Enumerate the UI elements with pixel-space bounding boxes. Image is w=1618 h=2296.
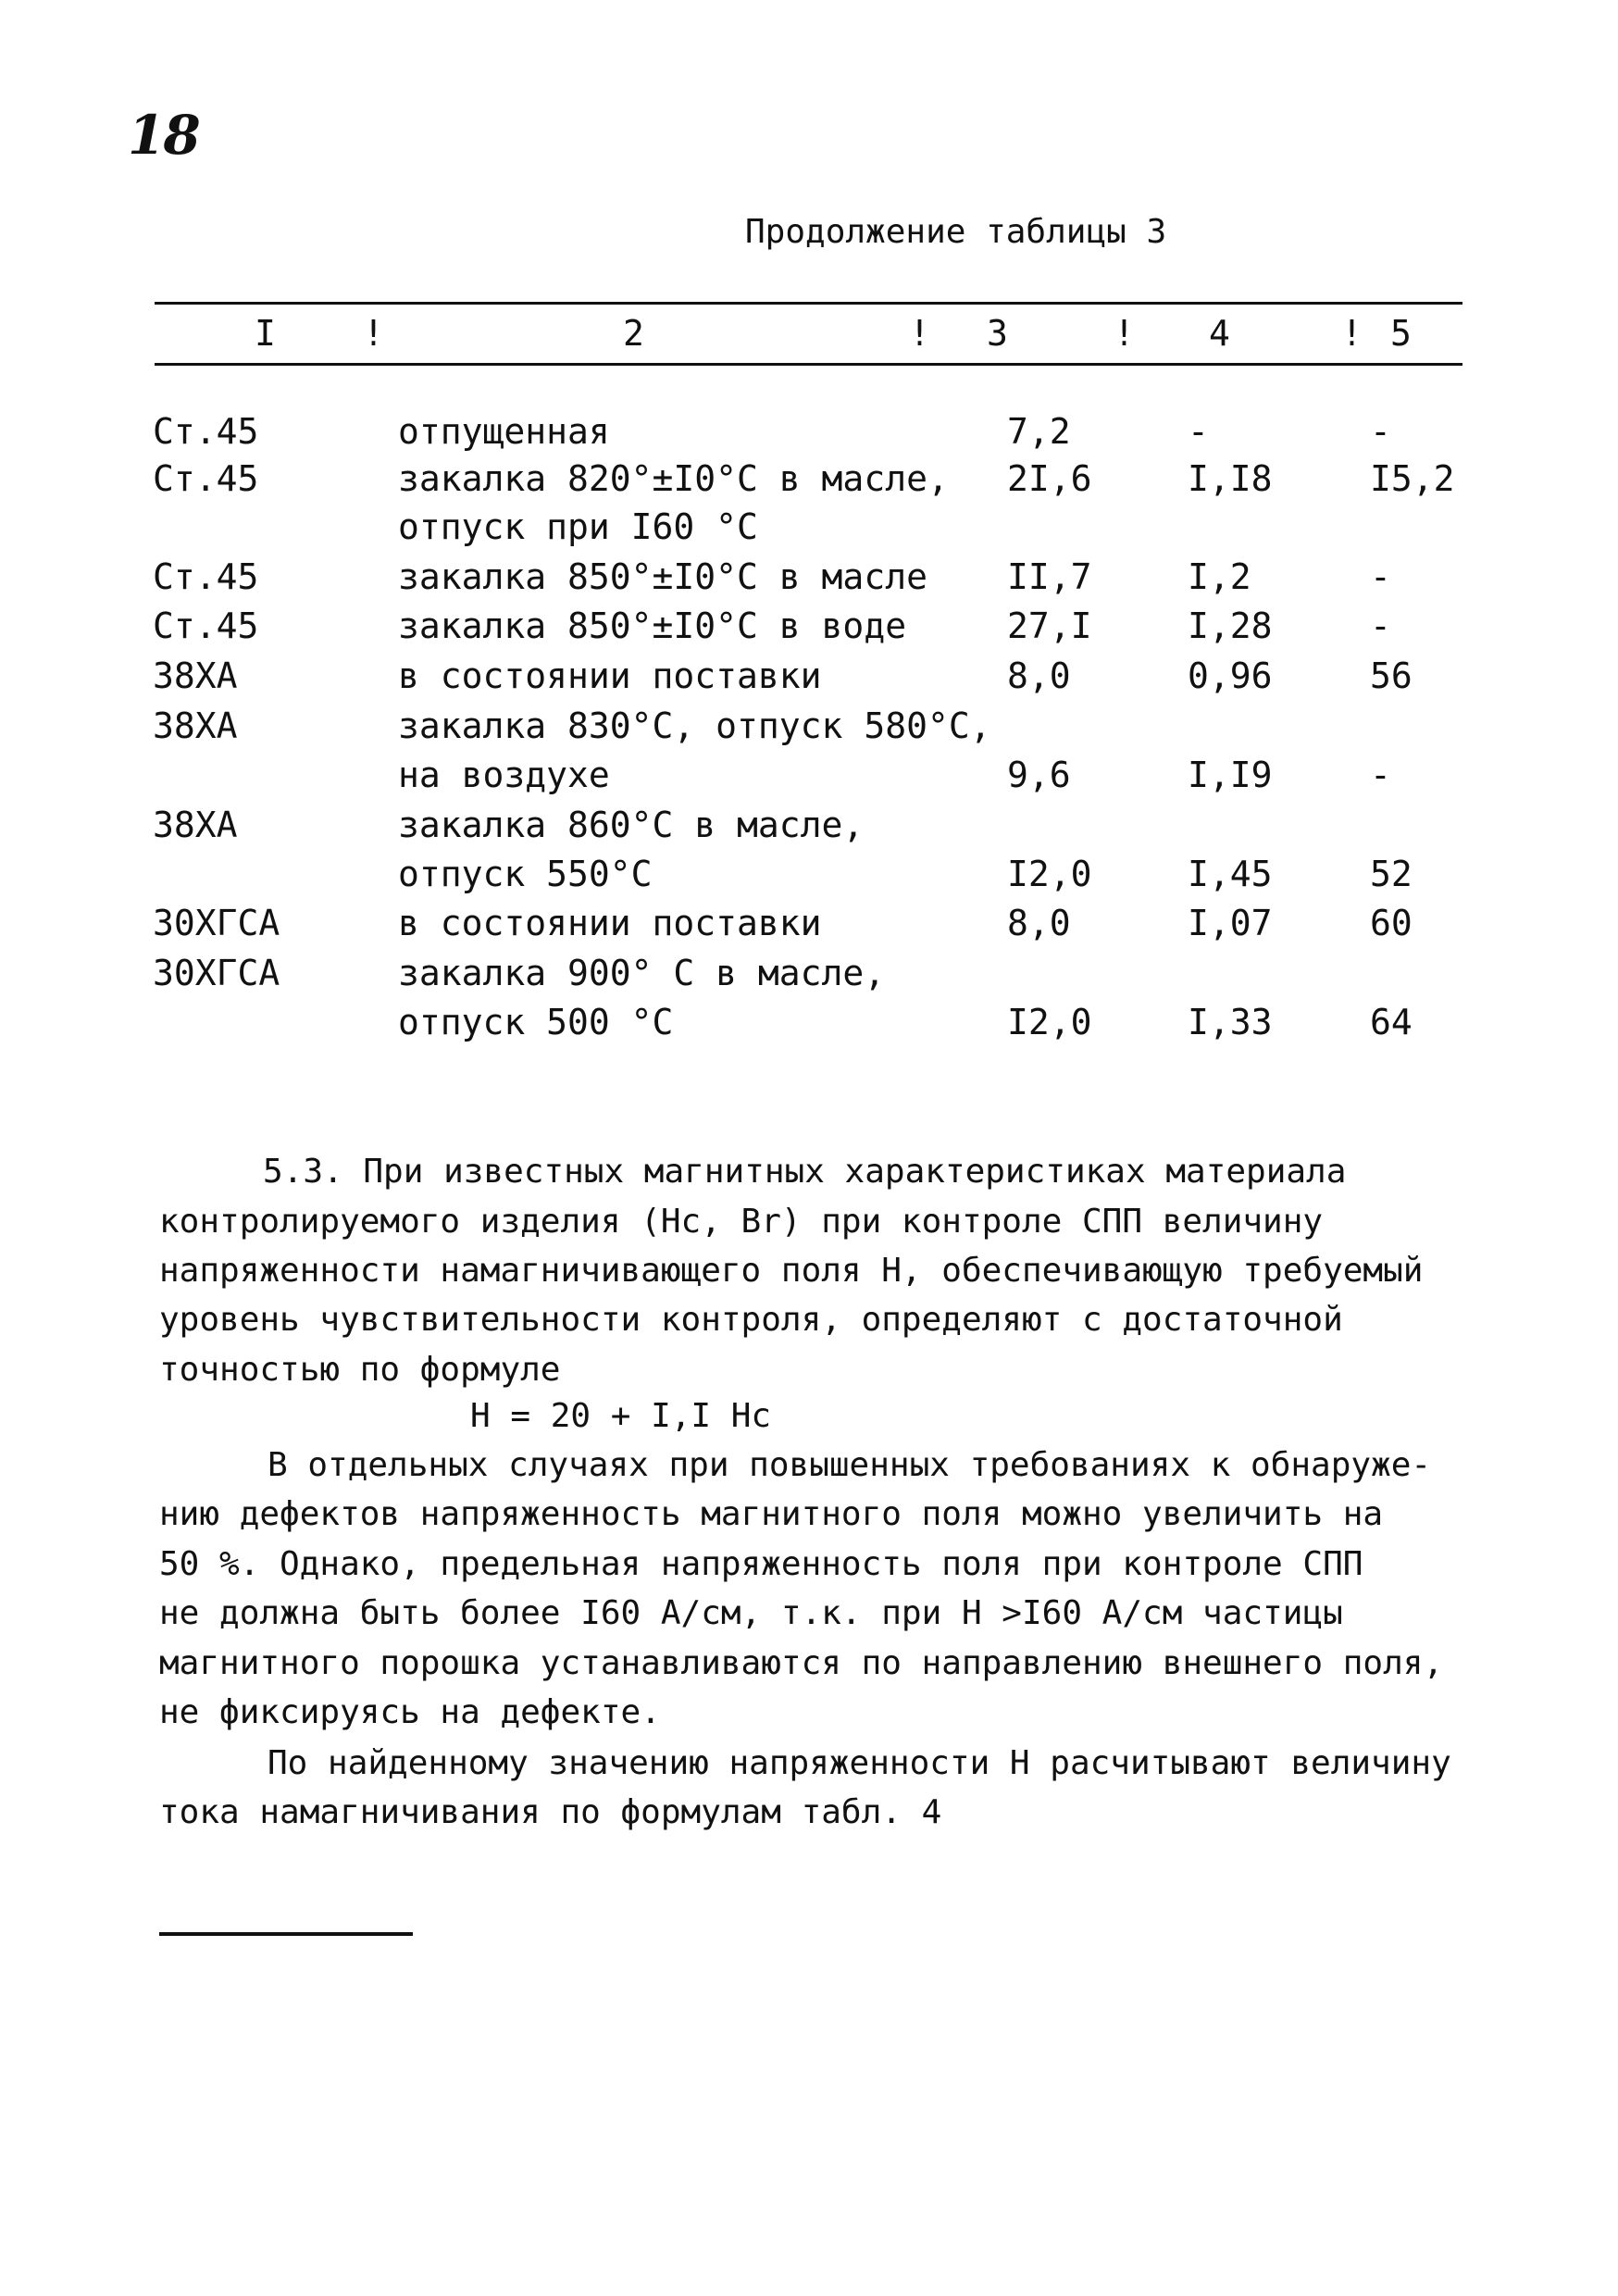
table-cell-c1: 38ХА [153, 705, 238, 746]
table-cell-c5: - [1370, 755, 1391, 795]
table-cell-c3: 2I,6 [1007, 458, 1092, 499]
table-cell-c4: 0,96 [1188, 655, 1273, 696]
table-cell-c4: I,33 [1188, 1002, 1273, 1042]
table-cell-c2: отпуск при I60 °С [398, 506, 758, 547]
table-cell-c5: 56 [1370, 655, 1413, 696]
table-cell-c1: 30ХГСА [153, 903, 280, 943]
footnote-rule [159, 1932, 413, 1936]
table-cell-c2: в состоянии поставки [398, 655, 822, 696]
table-cell-c3: 9,6 [1007, 755, 1071, 795]
body-line: магнитного порошка устанавливаются по направлению внешнего поля, [159, 1644, 1444, 1682]
body-line: уровень чувствительности контроля, определяют с достаточной [159, 1301, 1343, 1339]
header-col-1: I [255, 313, 276, 354]
table-cell-c3: 8,0 [1007, 903, 1071, 943]
table-cell-c1: 38ХА [153, 805, 238, 845]
table-cell-c4: I,I8 [1188, 458, 1273, 499]
table-cell-c5: - [1370, 411, 1391, 452]
body-line: 5.3. При известных магнитных характеристиках материала [263, 1153, 1347, 1191]
table-cell-c4: I,I9 [1188, 755, 1273, 795]
table-top-rule [155, 302, 1462, 305]
body-line: 50 %. Однако, предельная напряженность поля при контроле СПП [159, 1545, 1363, 1583]
body-line: В отдельных случаях при повышенных требованиях к обнаруже- [268, 1446, 1432, 1484]
body-line: не должна быть более I60 А/см, т.к. при Н >I60 А/см частицы [159, 1594, 1343, 1632]
table-cell-c5: I5,2 [1370, 458, 1455, 499]
table-cell-c4: I,07 [1188, 903, 1273, 943]
header-sep: ! [1341, 313, 1363, 354]
header-col-3: 3 [987, 313, 1008, 354]
header-sep: ! [1114, 313, 1135, 354]
header-sep: ! [363, 313, 384, 354]
table-cell-c5: 52 [1370, 854, 1413, 894]
table-caption: Продолжение таблицы 3 [745, 213, 1167, 251]
body-line: контролируемого изделия (Нс, Вr) при контроле СПП величину [159, 1203, 1324, 1241]
table-cell-c2: закалка 830°С, отпуск 580°С, [398, 705, 991, 746]
table-cell-c1: Ст.45 [153, 458, 259, 499]
table-cell-c5: - [1370, 605, 1391, 646]
table-cell-c3: 7,2 [1007, 411, 1071, 452]
header-sep: ! [909, 313, 930, 354]
header-col-5: 5 [1390, 313, 1412, 354]
body-line: тока намагничивания по формулам табл. 4 [159, 1793, 942, 1831]
formula-line: Н = 20 + I,I Нс [470, 1397, 772, 1435]
table-cell-c1: 38ХА [153, 655, 238, 696]
page-number: 18 [128, 104, 199, 167]
table-cell-c2: закалка 900° С в масле, [398, 953, 886, 993]
table-cell-c2: отпущенная [398, 411, 610, 452]
body-line: нию дефектов напряженность магнитного поля можно увеличить на [159, 1495, 1384, 1533]
table-cell-c1: 30ХГСА [153, 953, 280, 993]
table-cell-c3: II,7 [1007, 556, 1092, 597]
table-cell-c5: 64 [1370, 1002, 1413, 1042]
table-cell-c2: закалка 850°±I0°С в воде [398, 605, 907, 646]
table-cell-c2: отпуск 550°С [398, 854, 653, 894]
table-header-rule [155, 363, 1462, 366]
table-cell-c2: в состоянии поставки [398, 903, 822, 943]
table-cell-c1: Ст.45 [153, 556, 259, 597]
table-cell-c3: 8,0 [1007, 655, 1071, 696]
table-cell-c1: Ст.45 [153, 411, 259, 452]
table-cell-c4: I,28 [1188, 605, 1273, 646]
header-col-2: 2 [623, 313, 644, 354]
table-cell-c2: на воздухе [398, 755, 610, 795]
table-cell-c4: I,45 [1188, 854, 1273, 894]
table-cell-c2: закалка 820°±I0°С в масле, [398, 458, 949, 499]
table-cell-c4: I,2 [1188, 556, 1251, 597]
body-line: По найденному значению напряженности Н расчитывают величину [268, 1744, 1451, 1782]
table-cell-c2: закалка 850°±I0°С в масле [398, 556, 927, 597]
table-cell-c2: закалка 860°С в масле, [398, 805, 865, 845]
body-line: не фиксируясь на дефекте. [159, 1693, 661, 1731]
table-cell-c3: 27,I [1007, 605, 1092, 646]
table-cell-c5: 60 [1370, 903, 1413, 943]
body-line: точностью по формуле [159, 1351, 561, 1389]
table-cell-c1: Ст.45 [153, 605, 259, 646]
header-col-4: 4 [1209, 313, 1230, 354]
table-cell-c5: - [1370, 556, 1391, 597]
table-cell-c3: I2,0 [1007, 1002, 1092, 1042]
table-cell-c3: I2,0 [1007, 854, 1092, 894]
body-line: напряженности намагничивающего поля Н, обеспечивающую требуемый [159, 1252, 1424, 1290]
table-cell-c4: - [1188, 411, 1209, 452]
table-cell-c2: отпуск 500 °С [398, 1002, 674, 1042]
